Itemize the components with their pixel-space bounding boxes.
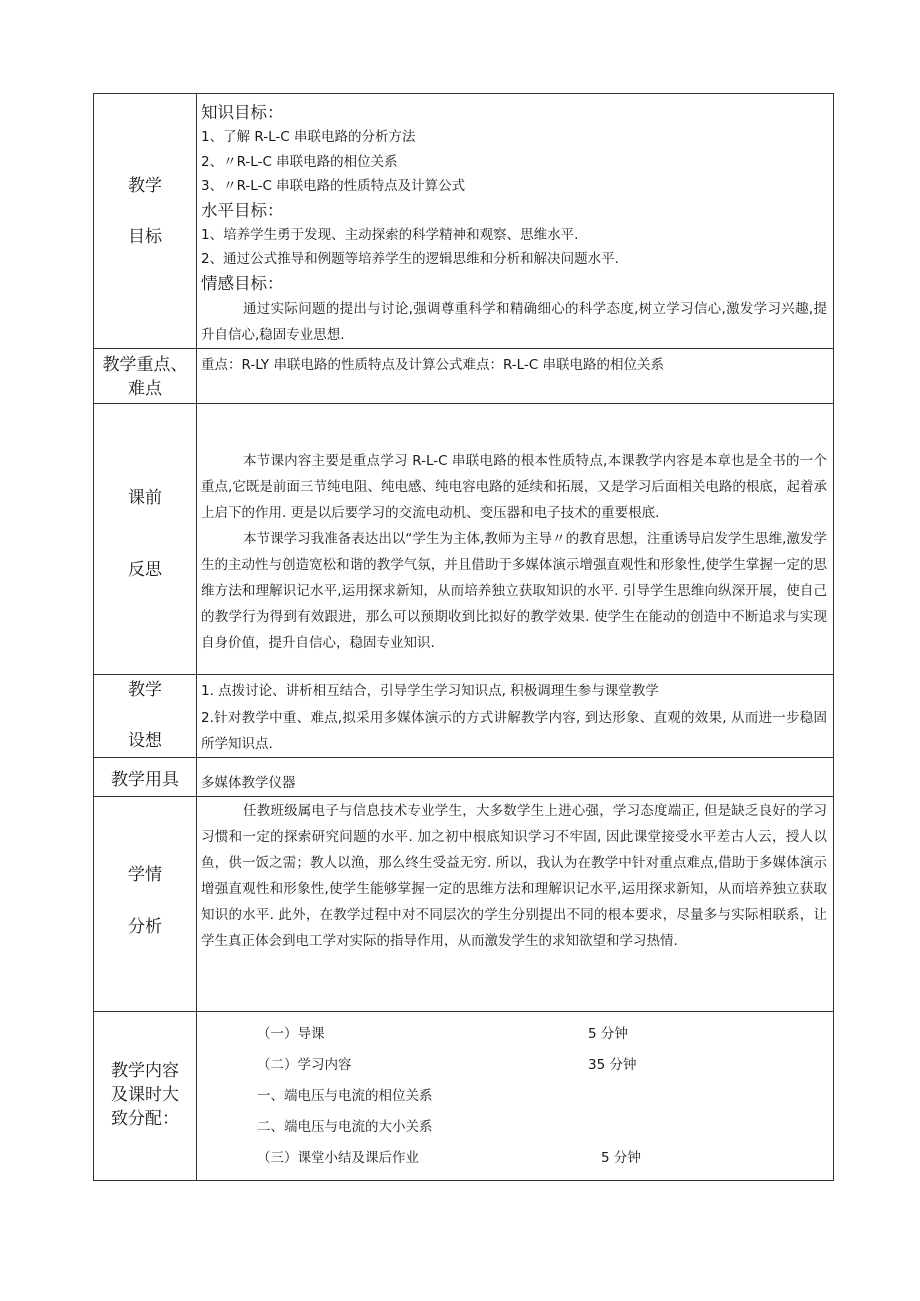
design-item-1: 1. 点拨讨论、讲析相互结合，引导学生学习知识点, 积极调理生参与课堂教学: [201, 682, 659, 699]
keypoints-label-cell: [94, 348, 197, 403]
analysis-content: [197, 797, 834, 1012]
reflection-content: [197, 403, 834, 674]
objectives-label-cell: [94, 94, 197, 349]
reflection-label-1: 课前: [128, 487, 162, 508]
keypoints-text: 重点：R-LY 串联电路的性质特点及计算公式难点：R-L-C 串联电路的相位关系: [201, 356, 665, 373]
reflection-paragraph-2: 本节课学习我准备表达出以“学生为主体,教师为主导〃的教育思想，注重诱导启发学生思维,激发学生的主动性与创造宽松和谐的教学气氛，并且借助于多媒体演示增强直观性和形象性,使学生掌握一定的思维方法和理解识记水平,运用探求新知，从而培养独立获取知识的水平. 引导学生思维向纵深开展，使自己的教学行为得到有效跟进，那么可以预期收到比拟好的教学效果. 使学生在能动的创造中不断追求与实现自身价值，提升自信心，稳固专业知识.: [201, 530, 827, 651]
objectives-label-2: 目标: [128, 227, 162, 247]
ability-heading: 水平目标：: [201, 200, 284, 220]
allocation-label-1: 教学内容: [111, 1061, 179, 1081]
keypoints-row: [94, 348, 834, 403]
objectives-row: [94, 94, 834, 349]
objectives-label-1: 教学: [128, 176, 162, 196]
analysis-label-1: 学情: [128, 865, 162, 885]
design-row: [94, 674, 834, 758]
knowledge-item-3: 3、〃R-L-C 串联电路的性质特点及计算公式: [201, 178, 466, 194]
allocation-item-2: [201, 1050, 827, 1081]
tools-label-cell: [94, 758, 197, 797]
ability-item-1: 1、培养学生勇于发现、主动探索的科学精神和观察、思维水平.: [201, 226, 579, 243]
reflection-paragraph-1: 本节课内容主要是重点学习 R-L-C 串联电路的根本性质特点,本课教学内容是本章也是全书的一个重点,它既是前面三节纯电阻、纯电感、纯电容电路的延续和拓展，又是学习后面相关电路的根底，起着承上启下的作用. 更是以后要学习的交流电动机、变压器和电子技术的重要根底.: [201, 452, 827, 521]
ability-item-2: 2、通过公式推导和例题等培养学生的逻辑思维和分析和解决问题水平.: [201, 251, 619, 267]
keypoints-content: [197, 348, 834, 403]
allocation-label-cell: [94, 1012, 197, 1181]
reflection-label-2: 反思: [128, 559, 162, 580]
allocation-item-1-time: 5 分钟: [588, 1026, 628, 1042]
allocation-item-2-name: （二）学习内容: [257, 1057, 352, 1073]
allocation-row: [94, 1012, 834, 1181]
allocation-subitem-2-text: 二、端电压与电流的大小关系: [257, 1119, 433, 1135]
allocation-label-3: 致分配：: [111, 1109, 179, 1129]
emotion-heading: 情感目标：: [201, 273, 284, 293]
design-content: [197, 674, 834, 758]
allocation-item-1: [201, 1019, 827, 1050]
analysis-row: [94, 797, 834, 1012]
objectives-content: [197, 94, 834, 349]
analysis-label-cell: [94, 797, 197, 1012]
allocation-content: [197, 1012, 834, 1181]
analysis-label-2: 分析: [128, 917, 162, 937]
design-label-2: 设想: [128, 730, 162, 751]
tools-row: [94, 758, 834, 797]
allocation-item-3-time: 5 分钟: [601, 1150, 641, 1166]
design-item-2: 2.针对教学中重、难点,拟采用多媒体演示的方式讲解教学内容, 到达形象、直观的效果, 从而进一步稳固所学知识点.: [201, 710, 827, 752]
design-label-cell: [94, 674, 197, 758]
allocation-subitem-1: [201, 1081, 827, 1112]
tools-label: 教学用具: [111, 770, 179, 790]
allocation-subitem-1-text: 一、端电压与电流的相位关系: [257, 1088, 433, 1104]
keypoints-label-2: 难点: [128, 378, 162, 399]
keypoints-label-1: 教学重点、: [102, 354, 188, 375]
allocation-item-1-name: （一）导课: [257, 1026, 325, 1042]
tools-content: [197, 758, 834, 797]
reflection-row: [94, 403, 834, 674]
knowledge-item-2: 2、〃R-L-C 串联电路的相位关系: [201, 153, 398, 170]
allocation-subitem-2: [201, 1112, 827, 1143]
design-label-1: 教学: [128, 679, 162, 700]
allocation-item-2-time: 35 分钟: [588, 1057, 637, 1073]
allocation-item-3-name: （三）课堂小结及课后作业: [257, 1150, 419, 1166]
lesson-plan-table: [93, 93, 834, 1181]
allocation-label-2: 及课时大: [111, 1085, 179, 1105]
analysis-text: 任教班级属电子与信息技术专业学生，大多数学生上进心强，学习态度端正, 但是缺乏良好的学习习惯和一定的探索研究问题的水平. 加之初中根底知识学习不牢固, 因此课堂接受水平差古人云，授人以鱼，供一饭之需；教人以渔，那么终生受益无穷. 所以，我认为在教学中针对重点难点,借助于多媒体演示增强直观性和形象性,使学生能够掌握一定的思维方法和理解识记水平,运用探求新知，从而培养独立获取知识的水平. 此外，在教学过程中对不同层次的学生分别提出不同的根本要求，尽量多与实际相联系，让学生真正体会到电工学对实际的指导作用，从而激发学生的求知欲望和学习热情.: [201, 803, 827, 949]
knowledge-heading: 知识目标：: [201, 103, 284, 122]
emotion-item-1: 通过实际问题的提出与讨论,强调尊重科学和精确细心的科学态度,树立学习信心,激发学习兴趣,提升自信心,稳固专业思想.: [201, 300, 827, 343]
reflection-label-cell: [94, 403, 197, 674]
allocation-item-3: [201, 1143, 827, 1174]
knowledge-item-1: 1、了解 R-L-C 串联电路的分析方法: [201, 129, 416, 145]
tools-text: 多媒体教学仪器: [201, 775, 296, 791]
